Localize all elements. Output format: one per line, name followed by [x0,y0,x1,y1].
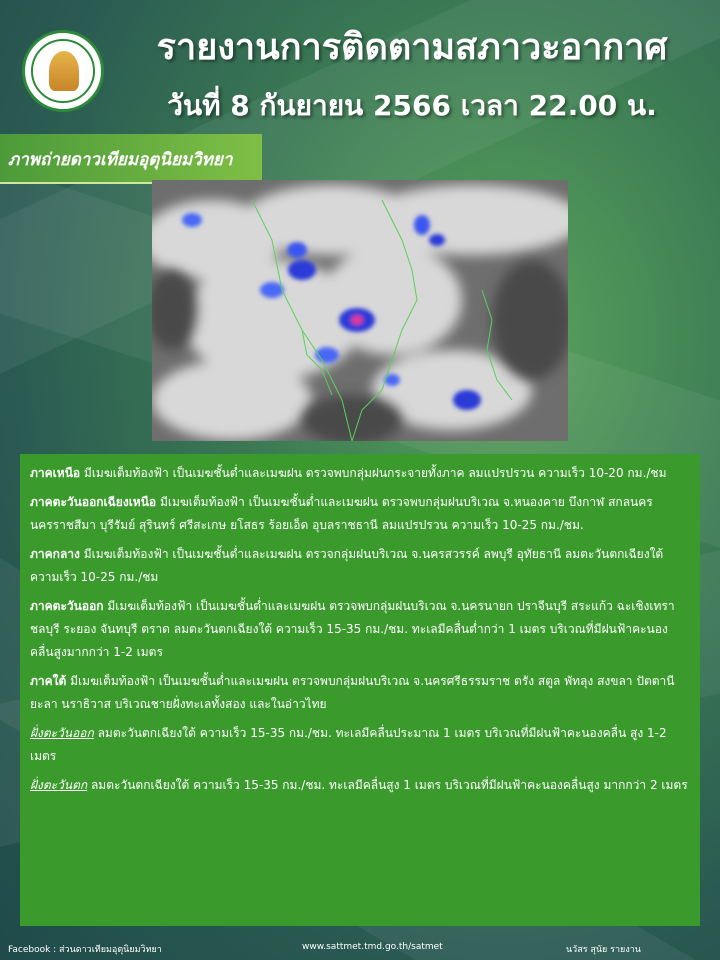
report-header [0,0,720,130]
satellite-image-label: ภาพถ่ายดาวเทียมอุตุนิยมวิทยา [0,134,262,184]
website-link[interactable]: www.sattmet.tmd.go.th/satmet [302,942,443,952]
region-south [30,670,690,716]
coast-text: ลมตะวันตกเฉียงใต้ ความเร็ว 15-35 กม./ชม. ทะเลมีคลื่นสูง 1 เมตร บริเวณที่มีฝนฟ้าคะนองคลื่นสูง มากกว่า 2 เมตร [87,778,688,792]
tmd-logo [22,30,104,112]
region-name: ภาคเหนือ [30,466,81,480]
coast-name: ฝั่งตะวันออก [30,726,94,740]
region-name: ภาคใต้ [30,674,67,688]
region-text: มีเมฆเต็มท้องฟ้า เป็นเมฆชั้นต่ำและเมฆฝน ตรวจพบกลุ่มฝนกระจายทั้งภาค ลมแปรปรวน ความเร็ว 10-20 กม./ชม [80,466,667,480]
report-date: วันที่ 8 กันยายน 2566 เวลา 22.00 น. [167,89,657,122]
footer [0,938,720,960]
region-text: มีเมฆเต็มท้องฟ้า เป็นเมฆชั้นต่ำและเมฆฝน ตรวจพบกลุ่มฝนบริเวณ จ.นครนายก ปราจีนบุรี สระแก้ว ฉะเชิงเทรา ชลบุรี ระยอง จันทบุรี ตราด ลมตะวันตกเฉียงใต้ ความเร็ว 15-35 กม./ชม. ทะเลมีคลื่นต่ำกว่า 1 เมตร บริเวณที่มีฝนฟ้าคะนองคลื่นสูงมากกว่า 1-2 เมตร [30,599,675,659]
report-title: รายงานการติดตามสภาวะอากาศ [156,27,668,68]
facebook-label: Facebook : ส่วนดาวเทียมอุตุนิยมวิทยา [8,945,162,955]
region-central [30,543,690,589]
region-name: ภาคกลาง [30,547,80,561]
reporter-name: นวัสร สุนัย รายงาน [566,945,641,955]
region-east [30,595,690,664]
coast-east [30,722,690,768]
region-north [30,462,690,485]
weather-report-panel [20,454,700,926]
region-name: ภาคตะวันออกเฉียงเหนือ [30,495,157,509]
satellite-image [152,180,568,441]
coast-text: ลมตะวันตกเฉียงใต้ ความเร็ว 15-35 กม./ชม. ทะเลมีคลื่นประมาณ 1 เมตร บริเวณที่มีฝนฟ้าคะนองคลื่น สูง 1-2 เมตร [30,726,667,763]
region-text: มีเมฆเต็มท้องฟ้า เป็นเมฆชั้นต่ำและเมฆฝน ตรวจพบกลุ่มฝนบริเวณ จ.หนองคาย บึงกาฬ สกลนคร นครราชสีมา บุรีรัมย์ สุรินทร์ ศรีสะเกษ ยโสธร ร้อยเอ็ด อุบลราชธานี ลมแปรปรวน ความเร็ว 10-25 กม./ชม. [30,495,653,532]
coast-west [30,774,690,797]
region-northeast [30,491,690,537]
region-name: ภาคตะวันออก [30,599,104,613]
region-text: มีเมฆเต็มท้องฟ้า เป็นเมฆชั้นต่ำและเมฆฝน ตรวจกลุ่มฝนบริเวณ จ.นครสวรรค์ ลพบุรี อุทัยธานี ลมตะวันตกเฉียงใต้ ความเร็ว 10-25 กม./ชม [30,547,664,584]
coast-name: ฝั่งตะวันตก [30,778,88,792]
region-text: มีเมฆเต็มท้องฟ้า เป็นเมฆชั้นต่ำและเมฆฝน ตรวจพบกลุ่มฝนบริเวณ จ.นครศรีธรรมราช ตรัง สตูล พัทลุง สงขลา ปัตตานี ยะลา นราธิวาส บริเวณชายฝั่งทะเลทั้งสอง และในอ่าวไทย [30,674,675,711]
